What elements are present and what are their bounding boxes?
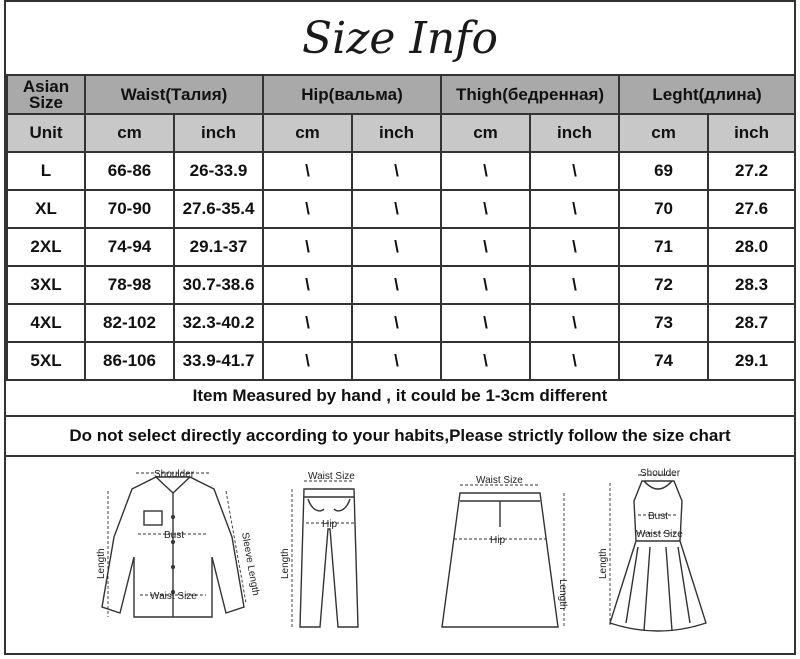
unit-cell: cm <box>619 114 708 152</box>
shirt-sleeve-label: Sleeve Length <box>239 531 261 597</box>
table-cell: \ <box>441 266 530 304</box>
table-cell: 27.6-35.4 <box>174 190 263 228</box>
unit-row <box>7 114 795 152</box>
size-label: 2XL <box>7 228 85 266</box>
unit-cell: inch <box>174 114 263 152</box>
table-cell: 72 <box>619 266 708 304</box>
table-cell: 70-90 <box>85 190 174 228</box>
table-cell: 69 <box>619 152 708 190</box>
table-cell: \ <box>352 190 441 228</box>
table-cell: 27.6 <box>708 190 795 228</box>
table-cell: \ <box>530 190 619 228</box>
dress-waist-label: Waist Size <box>636 529 683 540</box>
unit-cell: cm <box>441 114 530 152</box>
size-label: XL <box>7 190 85 228</box>
table-row <box>7 342 795 380</box>
table-cell: 29.1-37 <box>174 228 263 266</box>
size-label: 3XL <box>7 266 85 304</box>
table-cell: 32.3-40.2 <box>174 304 263 342</box>
hip-header: Hip(вальма) <box>263 75 441 114</box>
dress-bust-label: Bust <box>648 511 669 522</box>
table-cell: 28.0 <box>708 228 795 266</box>
table-cell: \ <box>441 304 530 342</box>
table-row <box>7 304 795 342</box>
chart-title: Size Info <box>6 2 794 76</box>
shirt-shoulder-label: Shoulder <box>154 469 195 480</box>
table-cell: 27.2 <box>708 152 795 190</box>
table-cell: 30.7-38.6 <box>174 266 263 304</box>
table-cell: \ <box>352 342 441 380</box>
follow-chart-note: Do not select directly according to your habits,Please strictly follow the size chart <box>6 417 794 457</box>
pants-figure <box>274 467 374 642</box>
pants-length-label: Length <box>280 548 291 579</box>
table-cell: 73 <box>619 304 708 342</box>
table-cell: \ <box>263 342 352 380</box>
size-label: L <box>7 152 85 190</box>
shirt-bust-label: Bust <box>164 530 185 541</box>
dress-figure <box>598 467 718 642</box>
table-cell: 29.1 <box>708 342 795 380</box>
table-cell: \ <box>530 152 619 190</box>
dress-shoulder-label: Shoulder <box>640 468 681 479</box>
pants-hip-label: Hip <box>322 519 338 530</box>
garment-figures <box>6 457 794 653</box>
table-cell: 71 <box>619 228 708 266</box>
table-cell: \ <box>263 152 352 190</box>
size-rows <box>7 152 795 380</box>
table-cell: 86-106 <box>85 342 174 380</box>
asian-size-header: Asian Size <box>7 75 85 114</box>
skirt-hip-label: Hip <box>490 535 506 546</box>
table-cell: 74 <box>619 342 708 380</box>
table-row <box>7 152 795 190</box>
unit-label: Unit <box>7 114 85 152</box>
table-cell: 74-94 <box>85 228 174 266</box>
shirt-figure <box>94 467 261 642</box>
table-cell: \ <box>352 304 441 342</box>
skirt-figure <box>434 467 574 642</box>
table-cell: \ <box>352 152 441 190</box>
shirt-length-label: Length <box>96 548 107 579</box>
unit-cell: cm <box>85 114 174 152</box>
header-row <box>7 75 795 114</box>
table-cell: 33.9-41.7 <box>174 342 263 380</box>
table-cell: \ <box>530 342 619 380</box>
table-cell: \ <box>263 304 352 342</box>
table-cell: \ <box>441 152 530 190</box>
table-cell: \ <box>263 266 352 304</box>
skirt-length-label: Length <box>557 579 568 610</box>
table-cell: \ <box>441 342 530 380</box>
waist-header: Waist(Талия) <box>85 75 263 114</box>
table-cell: \ <box>530 228 619 266</box>
size-label: 4XL <box>7 304 85 342</box>
size-table <box>6 74 796 381</box>
table-cell: 28.3 <box>708 266 795 304</box>
table-cell: \ <box>530 266 619 304</box>
table-cell: \ <box>352 228 441 266</box>
size-label: 5XL <box>7 342 85 380</box>
table-row <box>7 228 795 266</box>
table-cell: 70 <box>619 190 708 228</box>
table-cell: \ <box>352 266 441 304</box>
table-cell: 78-98 <box>85 266 174 304</box>
pants-waist-label: Waist Size <box>308 471 355 482</box>
skirt-waist-label: Waist Size <box>476 475 523 486</box>
unit-cell: inch <box>530 114 619 152</box>
table-cell: \ <box>263 228 352 266</box>
unit-cell: inch <box>352 114 441 152</box>
table-cell: 28.7 <box>708 304 795 342</box>
table-cell: 66-86 <box>85 152 174 190</box>
thigh-header: Thigh(бедренная) <box>441 75 619 114</box>
size-chart <box>4 0 796 655</box>
dress-length-label: Length <box>598 548 609 579</box>
length-header: Leght(длина) <box>619 75 795 114</box>
table-cell: 26-33.9 <box>174 152 263 190</box>
measured-note: Item Measured by hand , it could be 1-3cm different <box>6 377 794 417</box>
table-cell: \ <box>263 190 352 228</box>
table-row <box>7 190 795 228</box>
shirt-waist-label: Waist Size <box>150 591 197 602</box>
table-cell: 82-102 <box>85 304 174 342</box>
unit-cell: inch <box>708 114 795 152</box>
table-cell: \ <box>441 190 530 228</box>
table-cell: \ <box>441 228 530 266</box>
table-row <box>7 266 795 304</box>
table-cell: \ <box>530 304 619 342</box>
unit-cell: cm <box>263 114 352 152</box>
